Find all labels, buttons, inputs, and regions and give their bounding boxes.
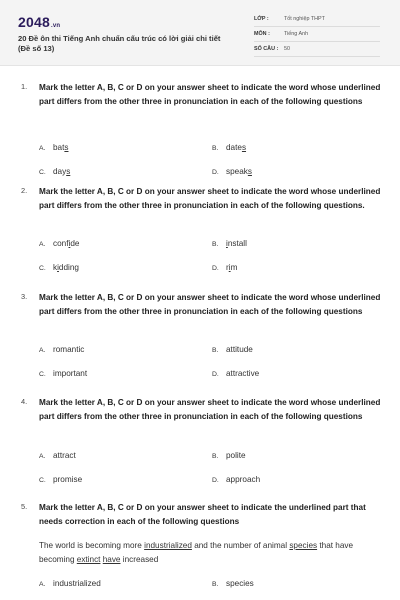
- option-c[interactable]: [39, 369, 87, 378]
- option-text: de: [70, 239, 80, 248]
- option-d[interactable]: [212, 167, 252, 176]
- option-text: speak: [226, 167, 248, 176]
- question-number: 1.: [21, 82, 28, 91]
- logo-suffix: .vn: [50, 23, 61, 29]
- option-b[interactable]: [212, 579, 254, 588]
- question-text: Mark the letter A, B, C or D on your answer sheet to indicate the word whose underlined part differs from the other three in pronunciation in each of the following questions: [39, 83, 381, 106]
- meta-value: Tiếng Anh: [284, 31, 309, 37]
- question-number: 3.: [21, 292, 28, 301]
- option-letter: C.: [39, 169, 46, 176]
- option-letter: B.: [212, 581, 219, 588]
- option-letter: D.: [212, 371, 219, 378]
- option-letter: B.: [212, 453, 219, 460]
- question-number: 5.: [21, 502, 28, 511]
- option-c[interactable]: [39, 263, 79, 272]
- option-underlined: s: [241, 143, 247, 152]
- option-text: date: [226, 143, 242, 152]
- question-text: Mark the letter A, B, C or D on your answer sheet to indicate the word whose underlined part differs from the other three in pronunciation in each of the following questions: [39, 398, 381, 421]
- option-text: conf: [53, 239, 69, 248]
- question-number: 4.: [21, 397, 28, 406]
- meta-key: SỐ CÂU :: [254, 46, 279, 52]
- underlined-part[interactable]: extinct: [76, 555, 101, 564]
- option-text: nstall: [227, 239, 247, 248]
- meta-key: LỚP :: [254, 16, 269, 22]
- meta-row-class: [254, 13, 380, 27]
- option-a[interactable]: [39, 143, 68, 152]
- option-text: bat: [53, 143, 65, 152]
- sentence-text: that have becoming: [39, 541, 354, 564]
- option-text: polite: [226, 451, 246, 460]
- site-logo[interactable]: [18, 14, 60, 30]
- option-text: promise: [53, 475, 83, 484]
- option-letter: A.: [39, 145, 46, 152]
- error-sentence: [39, 539, 384, 567]
- option-letter: A.: [39, 347, 46, 354]
- option-text: approach: [226, 475, 261, 484]
- option-underlined: s: [64, 143, 69, 152]
- option-c[interactable]: [39, 167, 70, 176]
- option-a[interactable]: [39, 345, 84, 354]
- question-text: Mark the letter A, B, C or D on your answer sheet to indicate the word whose underlined part differs from the other three in pronunciation in each of the following questions: [39, 293, 381, 316]
- option-text: dding: [58, 263, 79, 272]
- option-text: day: [53, 167, 67, 176]
- option-letter: B.: [212, 347, 219, 354]
- meta-value: 50: [284, 46, 290, 52]
- option-text: attract: [53, 451, 76, 460]
- option-letter: C.: [39, 371, 46, 378]
- option-letter: D.: [212, 265, 219, 272]
- sentence-text: The world is becoming more: [39, 541, 145, 550]
- meta-key: MÔN :: [254, 31, 270, 37]
- underlined-part[interactable]: have: [102, 555, 121, 564]
- option-letter: D.: [212, 169, 219, 176]
- meta-value: Tốt nghiệp THPT: [284, 16, 325, 22]
- option-underlined: i: [68, 239, 71, 248]
- option-text: important: [53, 369, 88, 378]
- option-underlined: i: [228, 263, 231, 272]
- option-letter: B.: [212, 241, 219, 248]
- option-underlined: i: [57, 263, 59, 272]
- option-letter: A.: [39, 241, 46, 248]
- option-text: r: [226, 263, 229, 272]
- meta-row-count: [254, 43, 380, 57]
- option-b[interactable]: [212, 143, 246, 152]
- option-letter: C.: [39, 477, 46, 484]
- option-letter: A.: [39, 581, 46, 588]
- logo-text: 2048: [18, 14, 50, 30]
- question-number: 2.: [21, 186, 28, 195]
- option-b[interactable]: [212, 345, 253, 354]
- document-title: 20 Đề ôn thi Tiếng Anh chuẩn cấu trúc có lời giải chi tiết (Đề số 13): [18, 34, 221, 53]
- option-d[interactable]: [212, 475, 260, 484]
- option-text: k: [53, 263, 58, 272]
- option-text: romantic: [53, 345, 85, 354]
- option-b[interactable]: [212, 239, 247, 248]
- document-meta: [254, 13, 380, 58]
- option-letter: D.: [212, 477, 219, 484]
- option-a[interactable]: [39, 451, 76, 460]
- option-text: attitude: [226, 345, 253, 354]
- sentence-text: increased: [120, 555, 159, 564]
- option-letter: B.: [212, 145, 219, 152]
- option-text: species: [226, 579, 254, 588]
- question-text: Mark the letter A, B, C or D on your answer sheet to indicate the underlined part that needs correction in each of the following questions: [39, 503, 366, 526]
- underlined-part[interactable]: industrialized: [144, 541, 192, 550]
- option-text: m: [230, 263, 238, 272]
- document-header: [0, 0, 400, 66]
- meta-row-subject: [254, 28, 380, 42]
- option-underlined: s: [247, 167, 252, 176]
- question-text: Mark the letter A, B, C or D on your answer sheet to indicate the word whose underlined part differs from the other three in pronunciation in each of the following questions.: [39, 187, 381, 210]
- option-letter: C.: [39, 265, 46, 272]
- option-a[interactable]: [39, 239, 79, 248]
- option-d[interactable]: [212, 263, 237, 272]
- option-letter: A.: [39, 453, 46, 460]
- option-b[interactable]: [212, 451, 246, 460]
- option-text: industrialized: [53, 579, 101, 588]
- option-d[interactable]: [212, 369, 259, 378]
- option-underlined: s: [66, 167, 71, 176]
- option-text: attractive: [226, 369, 260, 378]
- option-a[interactable]: [39, 579, 101, 588]
- sentence-text: and the number of animal: [191, 541, 290, 550]
- option-underlined: i: [226, 239, 228, 248]
- option-c[interactable]: [39, 475, 82, 484]
- underlined-part[interactable]: species: [289, 541, 318, 550]
